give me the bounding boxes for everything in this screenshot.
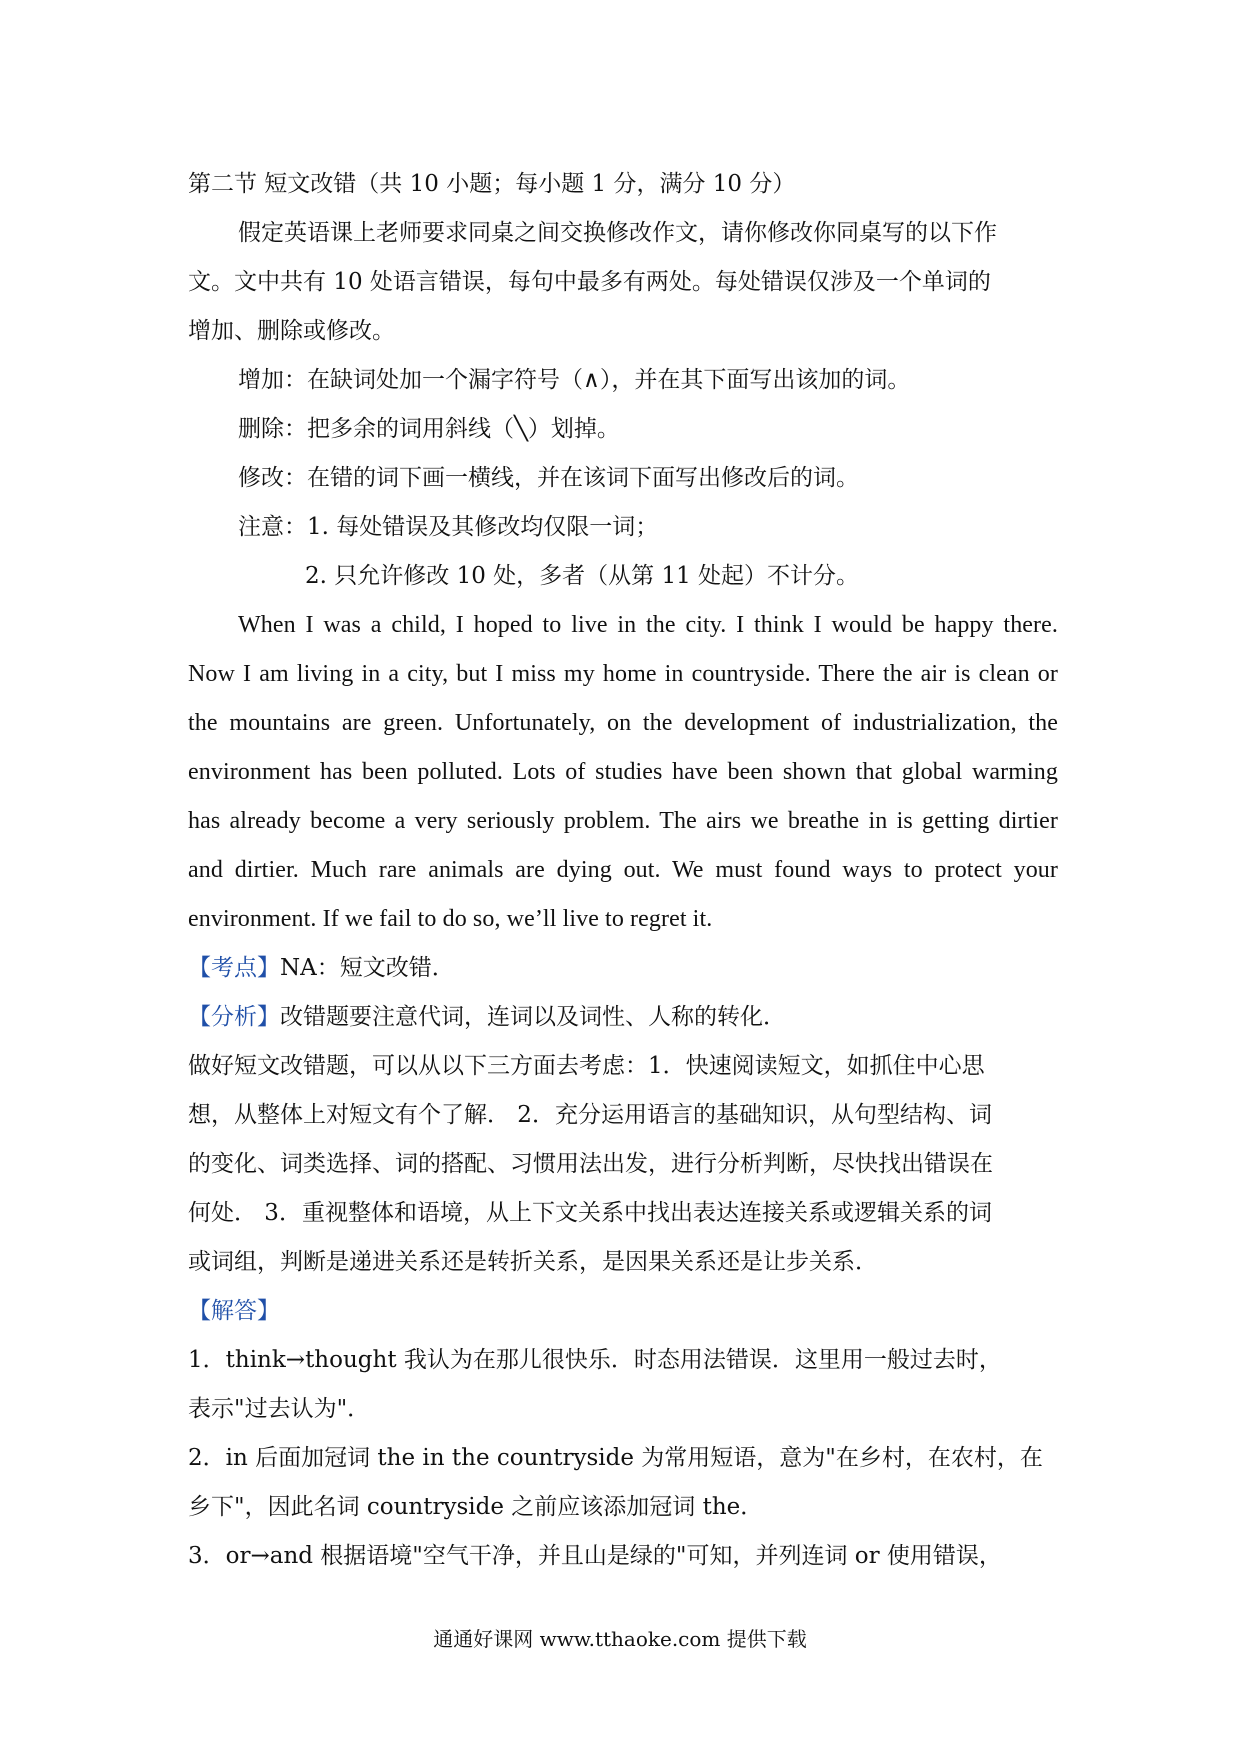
passage: [188, 601, 1058, 944]
fenxi-line: 想，从整体上对短文有个了解． 2．充分运用语言的基础知识，从句型结构、词: [188, 1102, 992, 1128]
kaodian-label: 【考点】: [188, 955, 280, 981]
fenxi-line: 何处． 3．重视整体和语境，从上下文关系中找出表达连接关系或逻辑关系的词: [188, 1200, 992, 1226]
jieda-line: 乡下"，因此名词 countryside 之前应该添加冠词 the．: [188, 1494, 764, 1520]
passage-line: has already become a very seriously problem. The airs we breathe in is getting dirtier: [188, 808, 1058, 834]
fenxi-text: 改错题要注意代词，连词以及词性、人称的转化．: [280, 1004, 786, 1030]
kaodian-text: NA：短文改错．: [280, 955, 455, 981]
instruction-note-1: 注意：1. 每处错误及其修改均仅限一词；: [238, 514, 659, 540]
section-title: 第二节 短文改错（共 10 小题；每小题 1 分，满分 10 分）: [188, 171, 796, 197]
passage-line: the mountains are green. Unfortunately, on the development of industrialization, the: [188, 710, 1058, 736]
instruction-delete: 删除：把多余的词用斜线（╲）划掉。: [238, 416, 620, 442]
instruction-modify: 修改：在错的词下画一横线，并在该词下面写出修改后的词。: [238, 465, 859, 491]
instruction-intro-line-3: 增加、删除或修改。: [188, 318, 395, 344]
fenxi-line: 做好短文改错题，可以从以下三方面去考虑：1．快速阅读短文，如抓住中心思: [188, 1053, 985, 1079]
jieda-line: 表示"过去认为"．: [188, 1396, 371, 1422]
kaodian-row: [188, 944, 1058, 993]
passage-line: and dirtier. Much rare animals are dying out. We must found ways to protect your: [188, 857, 1058, 883]
fenxi-row: [188, 993, 1058, 1042]
page-footer: 通通好课网 www.tthaoke.com 提供下载: [433, 1627, 807, 1651]
instruction-add: 增加：在缺词处加一个漏字符号（∧），并在其下面写出该加的词。: [238, 367, 911, 393]
passage-line: Now I am living in a city, but I miss my home in countryside. There the air is clean or: [188, 661, 1058, 687]
passage-line: When I was a child, I hoped to live in the city. I think I would be happy there.: [238, 612, 1058, 638]
document-body: [188, 160, 1058, 1581]
jieda-label: 【解答】: [188, 1298, 280, 1324]
instruction-intro-line-1: 假定英语课上老师要求同桌之间交换修改作文，请你修改你同桌写的以下作: [238, 220, 997, 246]
jieda-line: 1．think→thought 我认为在那儿很快乐．时态用法错误．这里用一般过去时，: [188, 1347, 1002, 1373]
jieda-line: 3．or→and 根据语境"空气干净，并且山是绿的"可知，并列连词 or 使用错误，: [188, 1543, 1002, 1569]
fenxi-label: 【分析】: [188, 1004, 280, 1030]
fenxi-line: 的变化、词类选择、词的搭配、习惯用法出发，进行分析判断，尽快找出错误在: [188, 1151, 993, 1177]
instruction-intro-line-2: 文。文中共有 10 处语言错误，每句中最多有两处。每处错误仅涉及一个单词的: [188, 269, 991, 295]
passage-line: environment has been polluted. Lots of studies have been shown that global warming: [188, 759, 1058, 785]
jieda-row: [188, 1287, 1058, 1336]
fenxi-line: 或词组，判断是递进关系还是转折关系，是因果关系还是让步关系．: [188, 1249, 878, 1275]
passage-line: environment. If we fail to do so, we’ll live to regret it.: [188, 906, 713, 932]
instruction-note-2: 2. 只允许修改 10 处，多者（从第 11 处起）不计分。: [305, 563, 860, 589]
jieda-line: 2．in 后面加冠词 the in the countryside 为常用短语，意为"在乡村，在农村，在: [188, 1445, 1043, 1471]
